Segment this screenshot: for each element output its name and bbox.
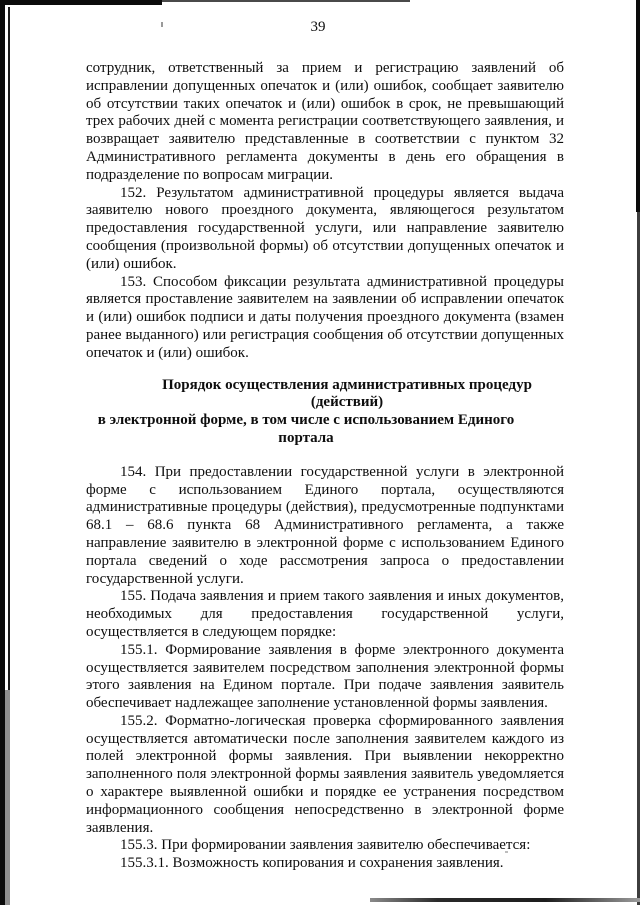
paragraph-155-1: 155.1. Формирование заявления в форме электронного документа осуществляется заявителем посредством заполнения электронной формы этого заявления на Едином портале. При подаче заявления заявитель обеспечивает надлежащее заполнение установленной формы заявления. <box>86 641 564 712</box>
paragraph-154: 154. При предоставлении государственной услуги в электронной форме с использованием Единого портала, осуществляются административные процедуры (действия), предусмотренные подпунктами 68.1 – 68.6 пункта 68 Административного регламента, а также направление заявителю в электронной форме с использованием Единого портала сведений о ходе рассмотрения запроса о предоставлении государственной услуги. <box>86 463 564 587</box>
paragraph-151-continuation: сотрудник, ответственный за прием и регистрацию заявлений об исправлении допущенных опечаток и (или) ошибок, сообщает заявителю об отсутствии таких опечаток и (или) ошибок в срок, не превышающий трех рабочих дней с момента регистрации соответствующего заявления, и возвращает заявителю представленные в соответствии с пунктом 32 Административного регламента документы в день его обращения в подразделение по вопросам миграции. <box>86 60 564 183</box>
paragraph-155: 155. Подача заявления и прием такого заявления и иных документов, необходимых для предоставления государственной услуги, осуществляется в следующем порядке: <box>86 588 564 640</box>
page-number: 39 <box>310 19 326 35</box>
section-heading-line-1: Порядок осуществления административных процедур (действий) <box>162 376 532 411</box>
scan-edge-bottom-line <box>370 898 640 902</box>
section-heading-line-2: в электронной форме, в том числе с использованием Единого портала <box>97 412 515 446</box>
paragraph-152: 152. Результатом административной процедуры является выдача заявителю нового проездного документа, являющегося результатом предоставления государственной услуги, или направление заявителю сообщения (произвольной формы) об отсутствии допущенных опечаток и (или) ошибок. <box>86 184 564 272</box>
scan-edge-left-shadow <box>5 690 10 905</box>
paragraph-153: 153. Способом фиксации результата административной процедуры является проставление заявителем на заявлении об исправлении опечаток и (или) ошибок подписи и даты получения проездного документа (взамен ранее выданного) или регистрация сообщения об отсутствии допущенных опечаток и (или) ошибок. <box>86 273 564 361</box>
text-column <box>86 0 564 873</box>
section-heading <box>86 377 564 448</box>
paragraph-155-2: 155.2. Форматно-логическая проверка сформированного заявления осуществляется автоматически после заполнения заявителем каждого из полей электронной формы заявления. При выявлении некорректно заполненного поля электронной формы заявления заявитель уведомляется о характере выявленной ошибки и порядке ее устранения посредством информационного сообщения непосредственно в электронной форме заявления. <box>86 712 564 836</box>
scan-edge-right-bar <box>636 0 640 212</box>
paragraph-155-3-1: 155.3.1. Возможность копирования и сохранения заявления. <box>120 855 504 872</box>
document-body <box>86 60 564 873</box>
paragraph-155-3: 155.3. При формировании заявления заявителю обеспечивается: <box>120 837 531 854</box>
